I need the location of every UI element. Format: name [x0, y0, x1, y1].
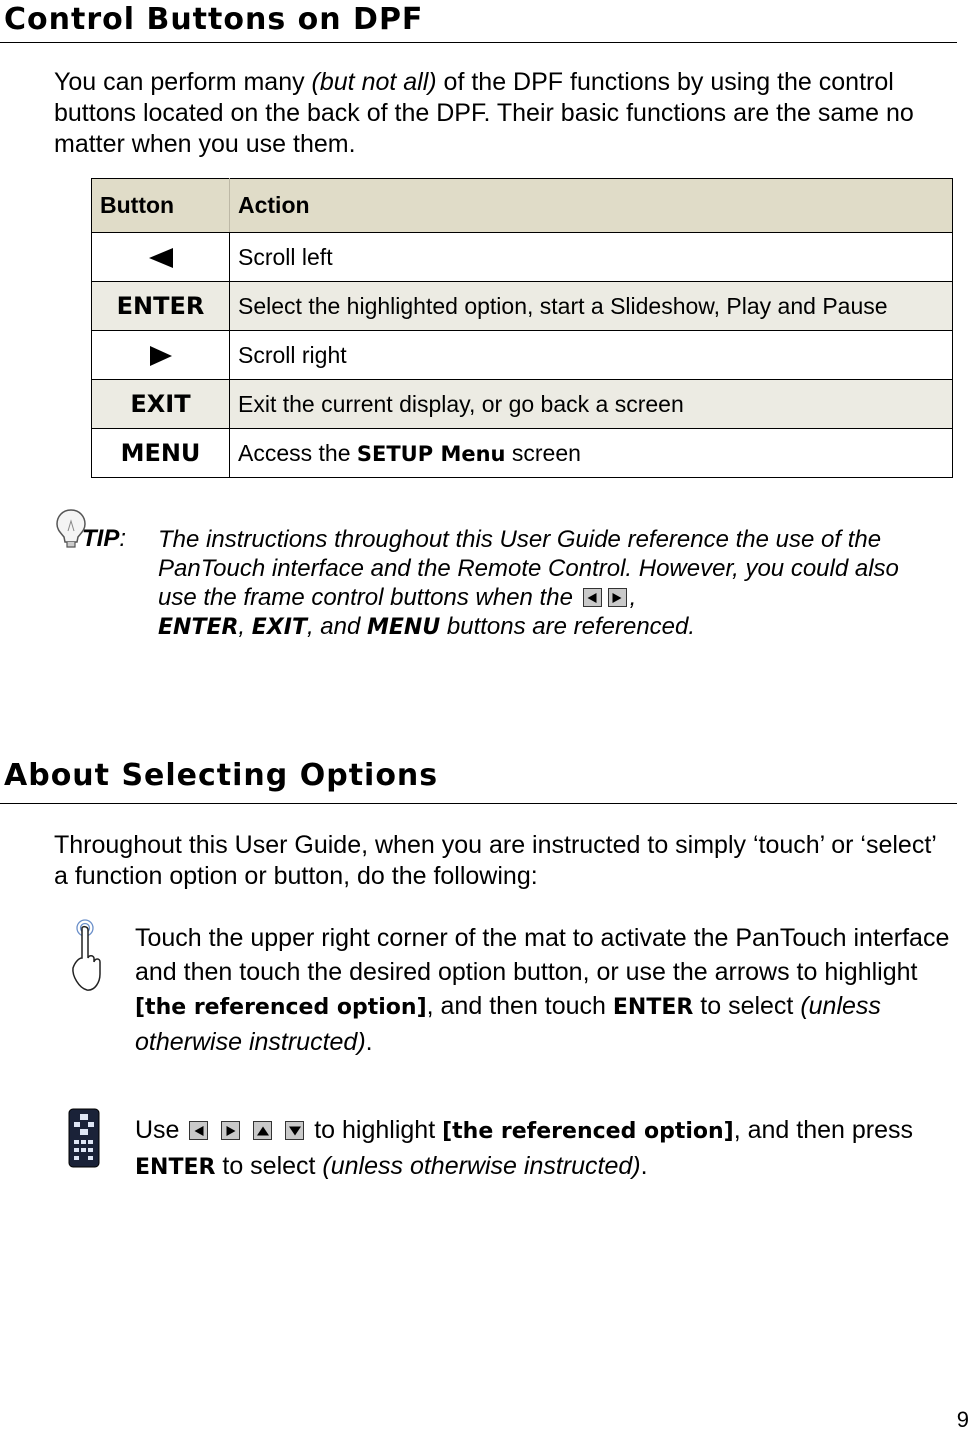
- touch-emphasis: (unless otherwise instructed): [135, 992, 881, 1056]
- page-number: 9: [956, 1407, 969, 1432]
- remote-instruction: [135, 1113, 975, 1185]
- section-divider: [0, 803, 957, 804]
- tip-separator: , and: [306, 613, 367, 640]
- action-text: Access the: [238, 439, 357, 466]
- section-title-control-buttons: Control Buttons on DPF: [4, 2, 424, 37]
- intro-emphasis: (but not all): [311, 68, 437, 96]
- left-arrow-icon: [189, 1121, 208, 1140]
- touch-text: , and then touch: [426, 992, 613, 1020]
- button-cell: ENTER: [92, 282, 230, 331]
- action-text-rest: screen: [505, 439, 581, 466]
- action-cell: Exit the current display, or go back a screen: [230, 380, 953, 429]
- tip-text-body: The instructions throughout this User Guide reference the use of the PanTouch interface and the Remote Control. However, you could also use the frame control buttons when the: [158, 526, 899, 611]
- section-title-selecting-options: About Selecting Options: [4, 758, 439, 793]
- enter-keyword: ENTER: [135, 1155, 216, 1180]
- intro-text-rest: of the DPF functions by using the control buttons located on the back of the DPF. Their basic functions are the same no matter when you use them.: [54, 68, 914, 158]
- action-cell: Select the highlighted option, start a Slideshow, Play and Pause: [230, 282, 953, 331]
- tip-label: [82, 525, 126, 553]
- selecting-intro: Throughout this User Guide, when you are instructed to simply ‘touch’ or ‘select’ a function option or button, do the following:: [54, 831, 936, 890]
- down-arrow-icon: [285, 1121, 304, 1140]
- exit-keyword: EXIT: [251, 615, 307, 640]
- table-row: [92, 331, 953, 380]
- intro-paragraph: [54, 67, 954, 160]
- remote-emphasis: (unless otherwise instructed): [322, 1152, 641, 1180]
- up-arrow-icon: [253, 1121, 272, 1140]
- enter-keyword: ENTER: [612, 995, 694, 1020]
- table-header-row: [92, 179, 953, 233]
- remote-text: to select: [215, 1152, 323, 1180]
- button-cell: [92, 233, 230, 282]
- touch-text: Touch the upper right corner of the mat to activate the PanTouch interface and then touch the desired option button, or use the arrows to highlight: [135, 924, 950, 986]
- button-cell: EXIT: [92, 380, 230, 429]
- remote-period: .: [640, 1152, 648, 1180]
- control-buttons-table: [91, 178, 953, 478]
- enter-keyword: ENTER: [158, 615, 239, 640]
- referenced-option-keyword: [the referenced option]: [442, 1119, 734, 1144]
- table-row: [92, 233, 953, 282]
- remote-text: Use: [135, 1116, 187, 1144]
- header-action: Action: [230, 179, 953, 233]
- menu-keyword: MENU: [367, 615, 441, 640]
- table-row: [92, 429, 953, 478]
- touch-instruction: [135, 921, 975, 1059]
- right-arrow-icon: [221, 1121, 240, 1140]
- remote-text: to highlight: [307, 1116, 443, 1144]
- right-arrow-icon: [150, 346, 172, 366]
- tip-text: [158, 525, 928, 642]
- table-row: [92, 282, 953, 331]
- referenced-option-keyword: [the referenced option]: [135, 995, 427, 1020]
- tip-text-end: buttons are referenced.: [440, 613, 696, 640]
- left-arrow-icon: [583, 588, 602, 607]
- action-cell: Scroll left: [230, 233, 953, 282]
- touch-period: .: [365, 1028, 373, 1056]
- action-cell: Scroll right: [230, 331, 953, 380]
- table-row: [92, 380, 953, 429]
- button-cell: MENU: [92, 429, 230, 478]
- intro-text: You can perform many: [54, 68, 312, 96]
- tip-separator: ,: [238, 613, 252, 640]
- remote-text: , and then press: [733, 1116, 914, 1144]
- left-arrow-icon: [149, 248, 173, 268]
- touch-hand-icon: [67, 918, 107, 994]
- tip-comma: ,: [629, 584, 637, 611]
- setup-menu-label: SETUP Menu: [356, 441, 506, 466]
- touch-text: to select: [693, 992, 801, 1020]
- section-divider: [0, 42, 957, 43]
- button-cell: [92, 331, 230, 380]
- tip-colon: :: [119, 525, 127, 552]
- tip-word: TIP: [82, 525, 120, 552]
- right-arrow-icon: [608, 588, 627, 607]
- remote-control-icon: [68, 1108, 100, 1168]
- action-cell: [230, 429, 953, 478]
- header-button: Button: [92, 179, 230, 233]
